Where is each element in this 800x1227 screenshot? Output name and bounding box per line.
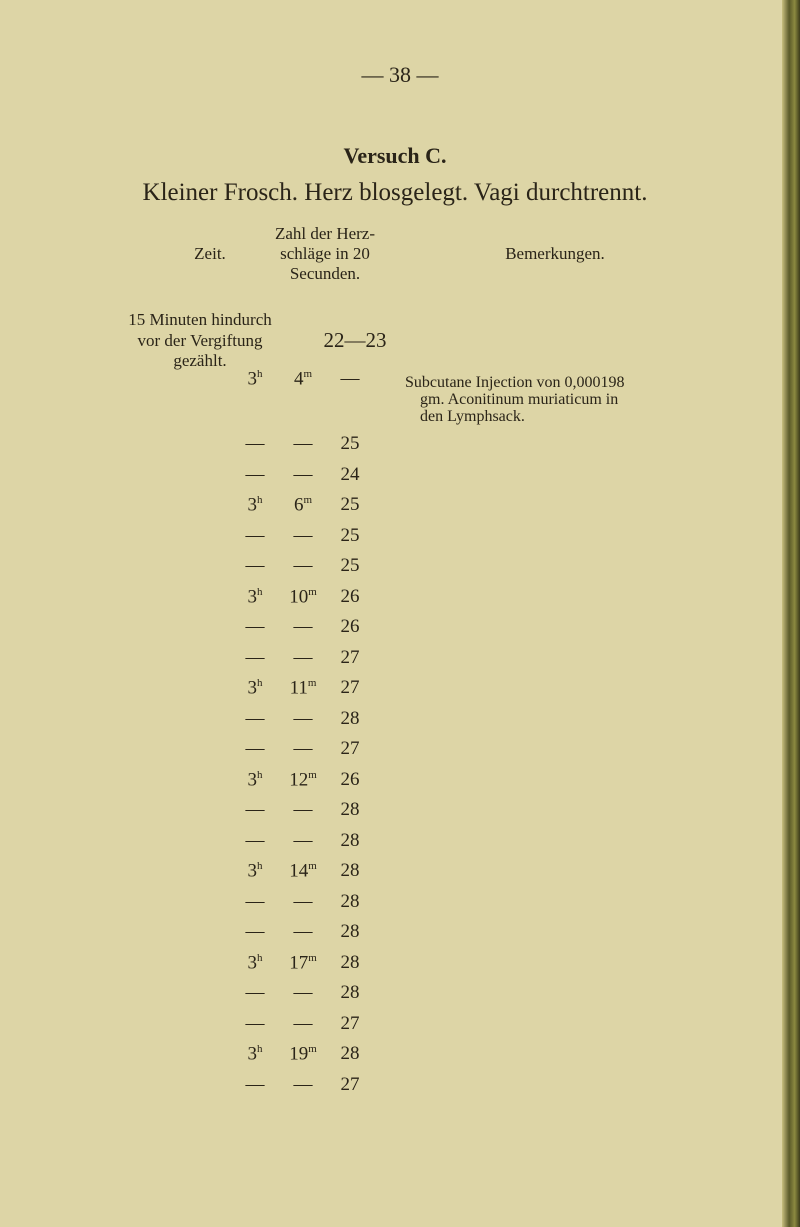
row-hour: 3$^h$ (247, 585, 263, 607)
row-hour: 3$^h$ (247, 768, 263, 790)
remark-line: den Lymphsack. (420, 408, 525, 425)
row-heartbeat-count: 26 (340, 585, 360, 607)
row-heartbeat-count: 27 (340, 738, 360, 759)
row-heartbeat-count: 28 (340, 860, 360, 881)
row-minute: 11$^m$ (289, 677, 317, 699)
row-heartbeat-count: 25 (340, 524, 360, 546)
row-hour: — (245, 1073, 265, 1095)
page-number: — 38 — (361, 62, 439, 87)
row-heartbeat-count: 28 (340, 707, 360, 729)
row-minute: — (293, 646, 313, 668)
row-heartbeat-count: 28 (340, 1043, 360, 1064)
row-hour: 3$^h$ (247, 1043, 263, 1065)
row-minute: — (293, 829, 313, 851)
injection-hour: 3$^h$ (247, 368, 263, 390)
row-minute: 14$^m$ (289, 860, 317, 882)
injection-count: — (340, 368, 360, 389)
row-heartbeat-count: 26 (340, 616, 360, 637)
row-minute: — (293, 738, 313, 759)
row-hour: — (245, 982, 265, 1003)
pre-row-line: vor der Vergiftung (137, 330, 263, 350)
header-remarks: Bemerkungen. (505, 244, 605, 263)
row-minute: 10$^m$ (289, 585, 317, 607)
row-minute: — (293, 890, 313, 912)
remark-line: Subcutane Injection von 0,000198 (405, 374, 625, 391)
row-hour: — (245, 524, 265, 546)
row-minute: — (293, 921, 313, 942)
experiment-subtitle: Kleiner Frosch. Herz blosgelegt. Vagi durchtrennt. (142, 179, 648, 206)
row-hour: 3$^h$ (247, 951, 263, 973)
row-heartbeat-count: 28 (340, 921, 360, 942)
row-hour: — (245, 921, 265, 942)
row-minute: — (293, 433, 313, 454)
row-hour: — (245, 738, 265, 759)
header-count-line: Zahl der Herz- (274, 224, 376, 243)
header-count-line: Secunden. (289, 264, 361, 283)
row-heartbeat-count: 25 (340, 555, 360, 576)
row-heartbeat-count: 26 (340, 768, 360, 790)
row-minute: — (293, 555, 313, 576)
row-heartbeat-count: 25 (340, 433, 360, 454)
row-minute: — (293, 799, 313, 820)
header-zeit: Zeit. (194, 244, 226, 263)
row-heartbeat-count: 24 (340, 463, 360, 485)
row-hour: 3$^h$ (247, 494, 263, 516)
pre-row-line: gezählt. (173, 351, 227, 370)
row-hour: — (245, 555, 265, 576)
row-minute: 17$^m$ (289, 951, 317, 973)
row-minute: 19$^m$ (289, 1043, 317, 1065)
row-heartbeat-count: 25 (340, 494, 360, 515)
row-hour: 3$^h$ (247, 677, 263, 699)
row-minute: 6$^m$ (293, 494, 313, 516)
header-count (245, 224, 405, 284)
pre-row-zeit (100, 310, 300, 372)
row-hour: — (245, 433, 265, 454)
row-heartbeat-count: 27 (340, 646, 360, 668)
row-hour: — (245, 799, 265, 820)
row-hour: — (245, 1012, 265, 1034)
injection-remark (405, 374, 625, 425)
row-hour: — (245, 707, 265, 729)
row-minute: — (293, 1073, 313, 1095)
row-heartbeat-count: 27 (340, 1073, 360, 1095)
row-minute: — (293, 982, 313, 1003)
row-hour: — (245, 646, 265, 668)
header-count-line: schläge in 20 (280, 244, 370, 263)
row-minute: — (293, 707, 313, 729)
row-minute: 12$^m$ (289, 768, 317, 790)
row-hour: — (245, 463, 265, 485)
row-heartbeat-count: 28 (340, 982, 360, 1003)
row-hour: — (245, 829, 265, 851)
remark-line: gm. Aconitinum muriaticum in (420, 391, 619, 408)
row-heartbeat-count: 28 (340, 951, 360, 973)
row-heartbeat-count: 27 (340, 1012, 360, 1034)
injection-minute: 4$^m$ (293, 368, 313, 390)
row-minute: — (293, 1012, 313, 1034)
row-hour: — (245, 616, 265, 637)
row-minute: — (293, 463, 313, 485)
row-hour: 3$^h$ (247, 860, 263, 882)
experiment-title: Versuch C. (343, 143, 447, 168)
row-heartbeat-count: 28 (340, 799, 360, 820)
row-hour: — (245, 890, 265, 912)
row-heartbeat-count: 28 (340, 829, 360, 851)
pre-row-count: 22—23 (323, 328, 387, 352)
row-minute: — (293, 524, 313, 546)
row-minute: — (293, 616, 313, 637)
row-heartbeat-count: 28 (340, 890, 360, 912)
pre-row-line: 15 Minuten hindurch (128, 310, 272, 329)
row-heartbeat-count: 27 (340, 677, 360, 698)
